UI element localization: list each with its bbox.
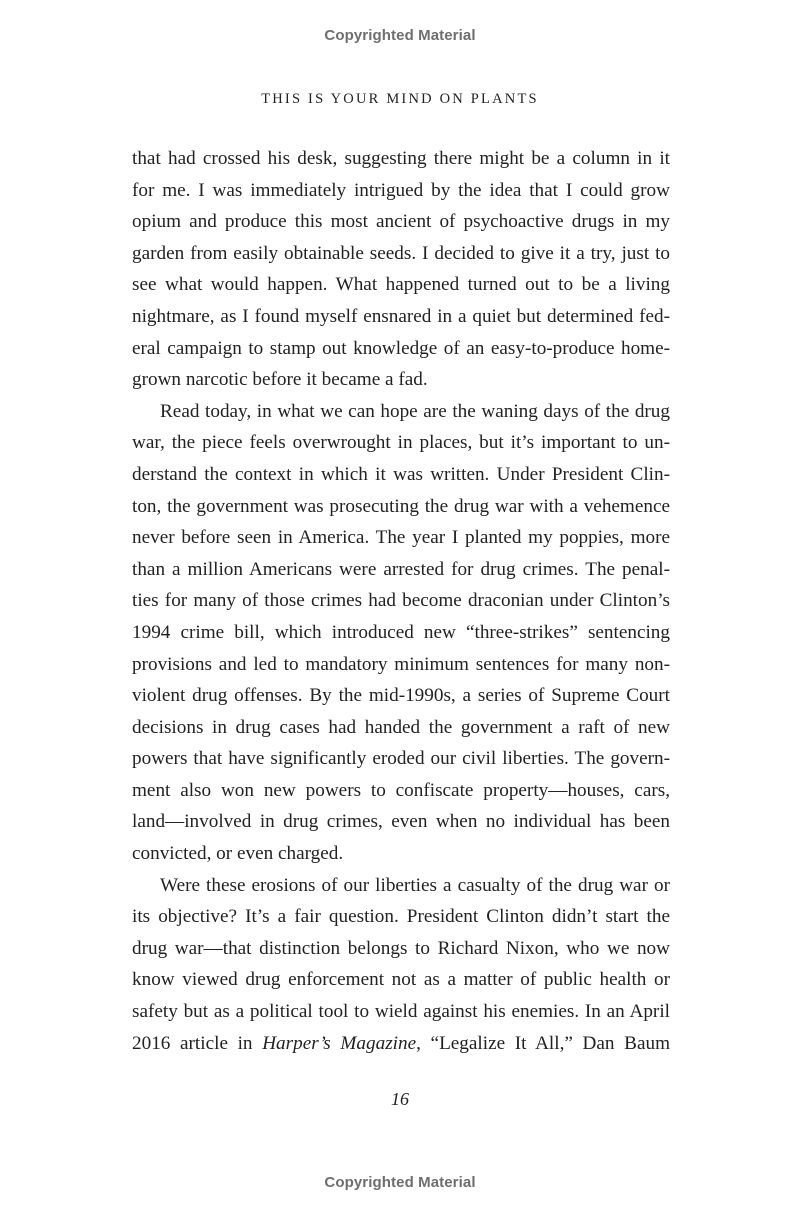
paragraph-1 [132,143,670,396]
running-head: THIS IS YOUR MIND ON PLANTS [261,91,539,107]
paragraph-3 [132,870,670,1060]
text-line: safety but as a political tool to wield against his enemies. In an April [132,1001,670,1023]
text-line: its objective? It’s a fair question. President Clinton didn’t start the [132,906,670,928]
text-line: ment also won new powers to confiscate property—houses, cars, [132,779,670,801]
text-line: derstand the context in which it was written. Under President Clin- [132,463,670,485]
text-line: provisions and led to mandatory minimum sentences for many non- [132,653,670,675]
text-line: eral campaign to stamp out knowledge of an easy-to-produce home- [132,337,670,359]
copyright-watermark-bottom: Copyrighted Material [324,1174,476,1191]
text-line: convicted, or even charged. [132,843,344,865]
text-line: violent drug offenses. By the mid-1990s, a series of Supreme Court [132,685,670,707]
text-line: that had crossed his desk, suggesting there might be a column in it [132,148,670,169]
copyright-watermark-top: Copyrighted Material [324,27,476,44]
text-line: drug war—that distinction belongs to Richard Nixon, who we now [132,937,670,959]
text-line: for me. I was immediately intrigued by the idea that I could grow [132,179,670,201]
text-line: land—involved in drug crimes, even when no individual has been [132,811,670,833]
text-line: Were these erosions of our liberties a casualty of the drug war or [160,874,670,896]
body-text [132,143,670,1059]
text-line: 1994 crime bill, which introduced new “three-strikes” sentencing [132,621,670,643]
text-line: nightmare, as I found myself ensnared in a quiet but determined fed- [132,305,670,327]
text-line: Read today, in what we can hope are the waning days of the drug [160,400,670,422]
text-line: ties for many of those crimes had become draconian under Clinton’s [132,590,670,612]
text-line: decisions in drug cases had handed the government a raft of new [132,716,670,738]
magazine-title: Harper’s Magazine [262,1032,417,1054]
text-line: see what would happen. What happened turned out to be a living [132,274,670,296]
text-line: grown narcotic before it became a fad. [132,369,428,391]
text-line: opium and produce this most ancient of psychoactive drugs in my [132,211,670,233]
text-line: ton, the government was prosecuting the drug war with a vehemence [132,495,670,517]
text-line: garden from easily obtainable seeds. I decided to give it a try, just to [132,242,670,264]
text-segment: , “Legalize It All,” Dan Baum [416,1032,671,1054]
text-line: than a million Americans were arrested for drug crimes. The penal- [132,558,670,580]
text-line: powers that have significantly eroded our civil liberties. The govern- [132,748,670,770]
text-line: never before seen in America. The year I planted my poppies, more [132,527,670,549]
text-line: war, the piece feels overwrought in places, but it’s important to un- [132,432,670,454]
text-segment: 2016 article in [132,1032,263,1054]
paragraph-2 [132,396,670,870]
text-line: know viewed drug enforcement not as a matter of public health or [132,969,670,991]
page-number: 16 [391,1089,409,1109]
text-line-with-citation [132,1028,670,1060]
